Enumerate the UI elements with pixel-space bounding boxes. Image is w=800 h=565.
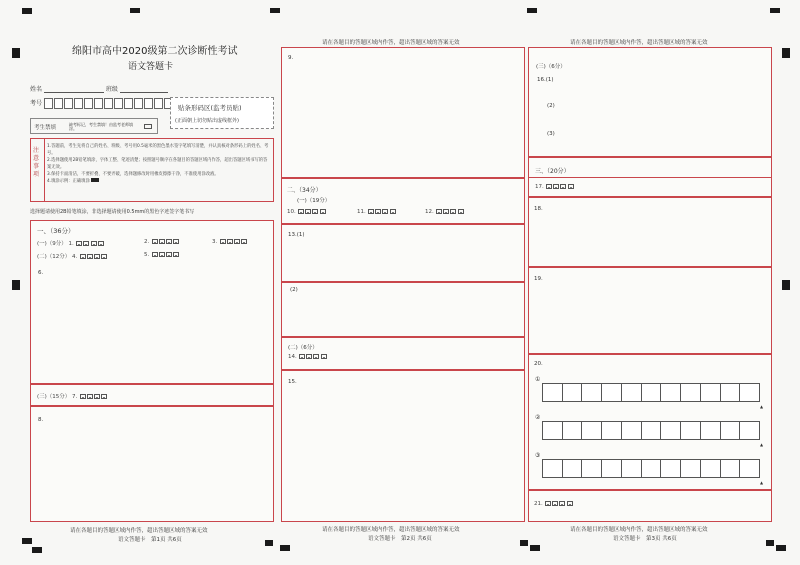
grid-row-3[interactable]: [542, 459, 760, 478]
q11-options[interactable]: [368, 209, 397, 215]
q3-row: 3.: [212, 239, 248, 245]
q6-label: 6.: [38, 270, 44, 276]
q18-label: 18.: [534, 206, 543, 212]
header-warning-2: 请在各题目的答题区域内作答，超出答题区域的答案无效: [322, 40, 460, 46]
q3-options[interactable]: [219, 239, 248, 245]
page-number-3: 语文答题卡 第3页 共6页: [613, 536, 677, 542]
absent-note: 缺考标记，考生禁填！由监考老师填涂。: [69, 122, 133, 132]
timing-mark: [270, 8, 280, 13]
q20-label: 20.: [534, 361, 543, 367]
q14-row: 14.: [288, 354, 327, 360]
answer-box-q15[interactable]: [281, 370, 525, 522]
notes-box: [30, 138, 274, 202]
footer-warning-2: 请在各题目的答题区域内作答，超出答题区域的答案无效: [322, 527, 460, 533]
footer-warning-1: 请在各题目的答题区域内作答，超出答题区域的答案无效: [70, 528, 208, 534]
q13-2-label: (2): [290, 287, 298, 293]
notes-text: [47, 143, 271, 185]
q16-3-label: (3): [547, 131, 555, 137]
answer-box-q18[interactable]: [528, 197, 772, 267]
circle1-label: ①: [535, 376, 541, 383]
grid-count-marker-icon: ▲: [760, 442, 764, 447]
q17-options[interactable]: [546, 184, 575, 190]
timing-mark: [520, 540, 528, 546]
header-warning-3: 请在各题目的答题区域内作答，超出答题区域的答案无效: [570, 40, 708, 46]
name-row: [30, 84, 168, 93]
section1-title: 一、（36分）: [37, 227, 75, 235]
timing-mark: [12, 280, 20, 290]
q19-label: 19.: [534, 276, 543, 282]
answer-box-q9[interactable]: [281, 47, 525, 178]
circle2-label: ②: [535, 414, 541, 421]
id-label: 考号: [30, 100, 43, 107]
hline-section3: [528, 177, 772, 178]
exam-title: 绵阳市高中2020级第二次诊断性考试: [72, 46, 238, 57]
q17-row: 17.: [535, 184, 574, 190]
q21-row: 21.: [534, 501, 573, 507]
fill-instruction: 选择题请使用2B铅笔填涂，非选择题请使用0.5mm的黑色字迹签字笔书写: [30, 209, 195, 215]
section-sub3: (三)（6分）: [536, 64, 566, 70]
timing-mark: [130, 8, 140, 13]
section3-title: 三、（20分）: [535, 168, 570, 175]
timing-mark: [782, 48, 790, 58]
note-item: 3.保持卡面清洁，不要折叠、不要弄破，选择题修改时用橡皮擦擦干净，不准使用涂改液。: [47, 172, 219, 177]
page-number-2: 语文答题卡 第2页 共6页: [368, 536, 432, 542]
section2-sub1: (一)（19分）: [297, 198, 331, 204]
note-item: 1.答题前，考生先将自己的姓名、班级、考号用0.5毫米的黑色墨水签字笔填写清楚，并认真核对条形码上的姓名、考号。: [47, 144, 269, 156]
timing-mark: [12, 48, 20, 58]
q12-row: 12.: [425, 209, 464, 215]
name-field[interactable]: [44, 92, 104, 93]
q10-row: 10.: [287, 209, 326, 215]
q4-row: (二)（12分） 4.: [37, 252, 108, 260]
timing-mark: [782, 280, 790, 290]
timing-mark: [766, 540, 774, 546]
footer-warning-3: 请在各题目的答题区域内作答，超出答题区域的答案无效: [570, 527, 708, 533]
card-subtitle: 语文答题卡: [128, 62, 174, 72]
timing-mark: [32, 547, 42, 553]
grid-count-marker-icon: ▲: [760, 480, 764, 485]
grid-row-2[interactable]: [542, 421, 760, 440]
timing-mark: [280, 545, 290, 551]
id-digits[interactable]: [44, 100, 184, 107]
q5-row: 5.: [144, 252, 180, 258]
notes-title: 注意事项: [33, 147, 40, 178]
answer-box-q13-2[interactable]: [281, 282, 525, 337]
q7-row: (三)（15分） 7.: [37, 392, 108, 400]
q13-1-label: 13.(1): [288, 232, 305, 238]
section2-title: 二、（34分）: [287, 187, 322, 194]
section2-sub2: (二)（6分）: [288, 345, 318, 351]
note-item: 4.填涂示例：正确填涂: [47, 178, 271, 185]
timing-mark: [776, 545, 786, 551]
barcode-title: 贴条形码区(监考员贴): [178, 104, 242, 112]
note-item: 2.选择题使用2B铅笔填涂，字体工整、笔迹清楚；按照题号顺序在各题目的答题区域内作答，超出答题区域书写的答案无效。: [47, 158, 268, 170]
absent-box: [30, 118, 158, 134]
q12-options[interactable]: [436, 209, 465, 215]
q6-answer-area[interactable]: [32, 266, 272, 382]
q10-options[interactable]: [298, 209, 327, 215]
page-number-1: 语文答题卡 第1页 共6页: [118, 537, 182, 543]
q21-options[interactable]: [545, 501, 574, 507]
answer-box-q13-1[interactable]: [281, 224, 525, 282]
circle3-label: ③: [535, 452, 541, 459]
absent-label: 考生禁填: [34, 125, 57, 131]
notes-divider: [44, 139, 45, 201]
timing-mark: [530, 545, 540, 551]
q16-2-label: (2): [547, 103, 555, 109]
answer-box-q19[interactable]: [528, 267, 772, 354]
answer-box-q8[interactable]: [30, 406, 274, 522]
grid-count-marker-icon: ▲: [760, 404, 764, 409]
q8-label: 8.: [38, 417, 44, 423]
q7-options[interactable]: [79, 394, 108, 400]
q16-1-label: 16.(1): [537, 77, 554, 83]
barcode-note: (正面朝上切勿贴出虚线框外): [175, 118, 239, 124]
class-field[interactable]: [120, 92, 168, 93]
absent-mark-box[interactable]: [144, 124, 152, 129]
name-label: 姓名: [30, 86, 43, 93]
q1-options[interactable]: [76, 241, 105, 247]
class-label: 班级: [105, 86, 118, 93]
timing-mark: [22, 8, 32, 14]
timing-mark: [770, 8, 780, 13]
q15-label: 15.: [288, 379, 297, 385]
q1-row: (一)（9分） 1.: [37, 239, 104, 247]
timing-mark: [265, 540, 273, 546]
id-row: [30, 98, 184, 109]
timing-mark: [22, 538, 32, 544]
q11-row: 11.: [357, 209, 396, 215]
q14-options[interactable]: [299, 354, 328, 360]
q2-options[interactable]: [151, 239, 180, 245]
filled-example-icon: [91, 178, 99, 182]
q2-row: 2.: [144, 239, 180, 245]
timing-mark: [527, 8, 537, 13]
q9-label: 9.: [288, 55, 294, 61]
barcode-area: [170, 97, 274, 129]
grid-row-1[interactable]: [542, 383, 760, 402]
q4-options[interactable]: [79, 254, 108, 260]
q5-options[interactable]: [151, 252, 180, 258]
